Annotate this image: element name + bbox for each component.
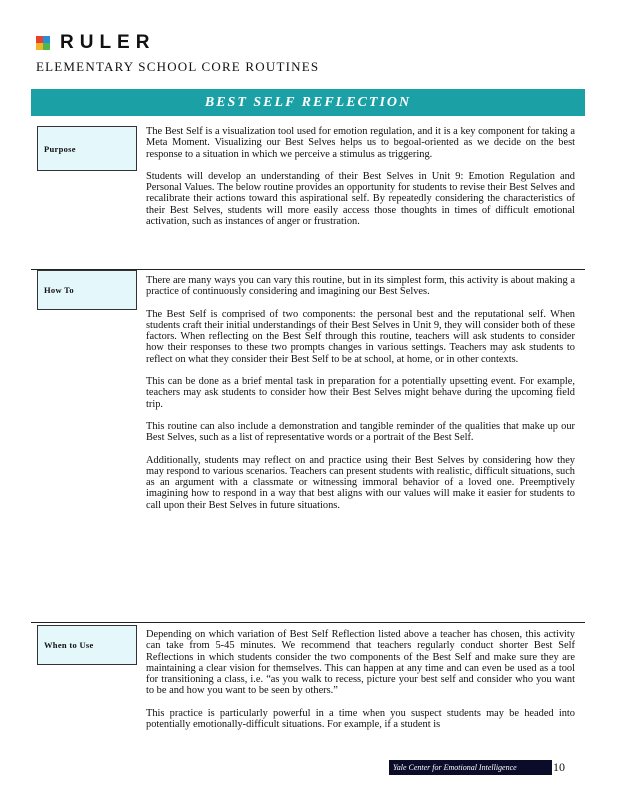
when-to-use-content [146,629,575,741]
section-banner [31,89,585,116]
when-to-use-paragraph: Depending on which variation of Best Self Reflection listed above a teacher has chosen, this activity can take from 5-45 minutes. We recommend that teachers regularly conduct shorter Best Self Reflections in which students consider the two components of the Best Self and make sure they are maintaining a clear vision for themselves. This can happen at any time and can even be used as a tool for transitioning a class, i.e. “as you walk to recess, picture your best self and consider who you want to be and how you want to be seen by others.” [146,629,575,697]
purpose-label: Purpose [37,126,137,171]
logo-text: RULER [60,32,156,53]
banner-title: BEST SELF REFLECTION [204,94,412,110]
purpose-paragraph: Students will develop an understanding of their Best Selves in Unit 9: Emotion Regulation and Personal Values. The below routine provides an opportunity for students to revise their Best Selves and recalibrate their actions toward this aspirational self. By repeatedly considering the characteristics of their Best Selves, students will more easily access those thoughts in times of difficult emotional activation, such as instances of anger or frustration. [146,170,575,228]
logo-square-yellow [36,43,43,50]
logo-square-green [43,43,50,50]
how-to-paragraph: This can be done as a brief mental task in preparation for a potentially upsetting event. For example, teachers may ask students to consider how their Best Selves might behave during the upcoming field trip. [146,376,575,410]
how-to-label: How To [37,270,137,310]
how-to-paragraph: There are many ways you can vary this routine, but in its simplest form, this activity is about making a practice of continuously considering and imagining our Best Selves. [146,275,575,298]
logo-square-blue [43,36,50,43]
page-number: 10 [553,760,565,774]
how-to-content [146,275,575,522]
footer-bar: Yale Center for Emotional Intelligence [389,760,552,775]
document-subtitle: ELEMENTARY SCHOOL CORE ROUTINES [36,59,320,74]
logo-square-red [36,36,43,43]
row-divider [31,622,585,623]
ruler-logo-icon [36,36,50,50]
purpose-content [146,126,575,238]
how-to-paragraph: The Best Self is comprised of two components: the personal best and the reputational self. When students craft their initial understandings of their Best Selves in Unit 9, they will consider both of these factors. When reflecting on the Best Self through this routine, teachers will ask students to consider how their responses to these two prompts changes in various settings. Teachers may ask students to reflect on what they consider their Best Self to be at school, at home, or in other contexts. [146,308,575,365]
ruler-logo [36,34,155,52]
when-to-use-paragraph: This practice is particularly powerful in a time when you suspect students may be headed into potentially emotionally-difficult situations. For example, if a student is [146,707,575,731]
when-to-use-label: When to Use [37,625,137,665]
how-to-paragraph: This routine can also include a demonstration and tangible reminder of the qualities that make up our Best Selves, such as a list of representative words or a portrait of the Best Self. [146,420,575,444]
purpose-paragraph: The Best Self is a visualization tool used for emotion regulation, and it is a key component for taking a Meta Moment. Visualizing our Best Selves helps us to begoal-oriented as we decide on the best response to a situation in which we perceive a stimulus as triggering. [146,126,575,160]
how-to-paragraph: Additionally, students may reflect on and practice using their Best Selves by considering how they may respond to various scenarios. Teachers can present students with realistic, difficult situations, such as an argument with a classmate or witnessing immoral behavior of a loved one. Preemptively imagining how to respond in a way that best aligns with our values will make it easier for students to call upon their Best Selves in future situations. [146,454,575,511]
